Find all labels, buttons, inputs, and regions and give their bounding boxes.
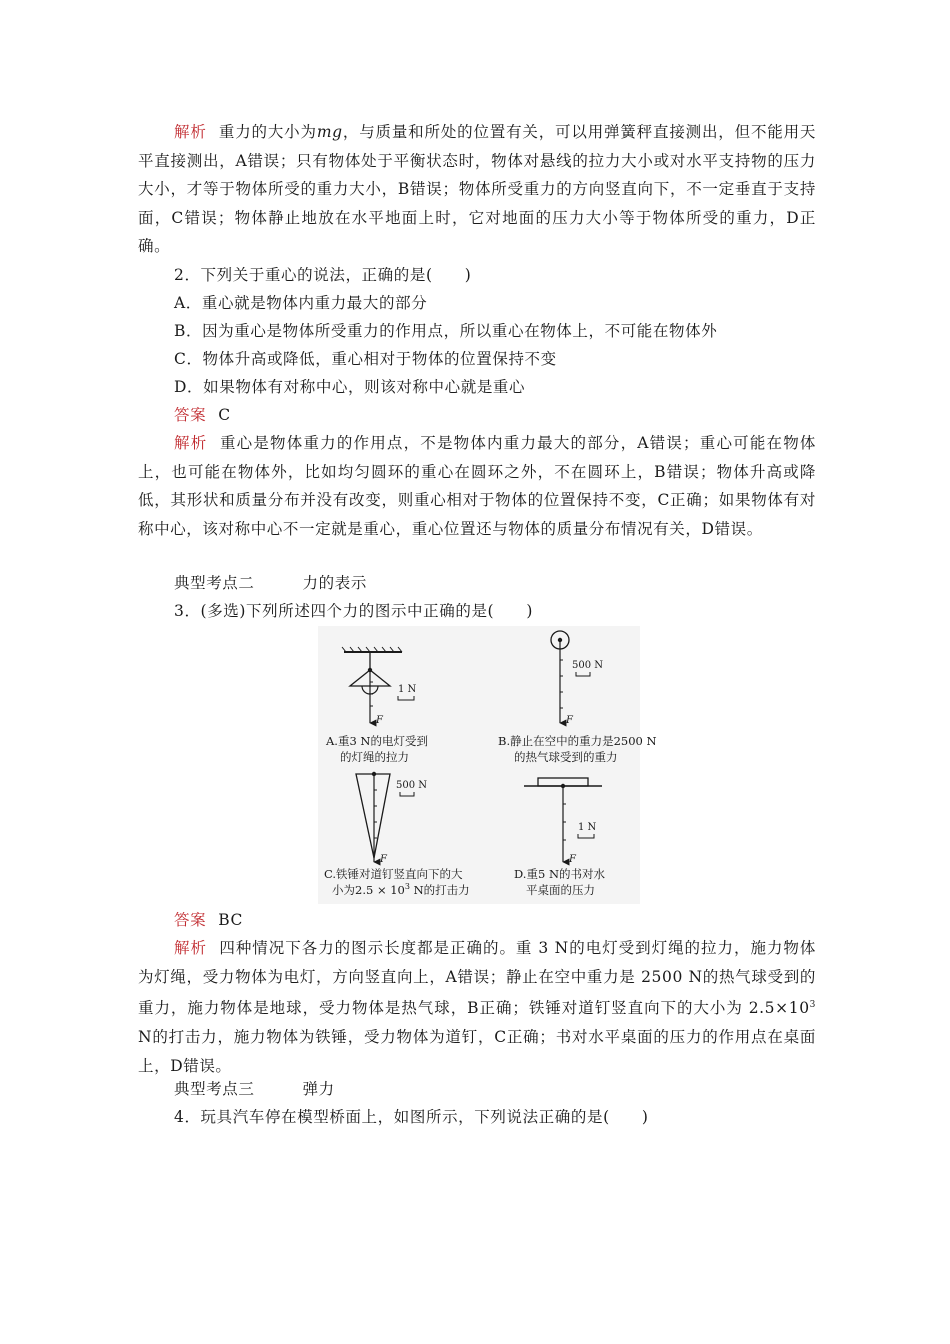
q2-analysis [138, 429, 816, 543]
q1-analysis-text-2: ，与质量和所处的位置有关，可以用弹簧秤直接测出，但不能用天平直接测出，A错误；只有物体处于平衡状态时，物体对悬线的拉力大小或对水平支持物的压力大小，才等于物体所受的重力大小，B错误；物体所受重力的方向竖直向下，不一定垂直于支持面，C错误；物体静止地放在水平地面上时，它对地面的压力大小等于物体所受的重力，D正确。 [138, 123, 817, 256]
caption-d-line2: 平桌面的压力 [526, 883, 595, 897]
force-label-a: F [376, 715, 383, 726]
caption-b-line1: B.静止在空中的重力是2500 N [498, 734, 657, 748]
q2-option-a: A．重心就是物体内重力最大的部分 [174, 294, 428, 312]
q2-answer-value: C [218, 406, 231, 424]
section-label: 典型考点二 [174, 574, 255, 592]
q2-stem: 2．下列关于重心的说法，正确的是( ) [174, 266, 472, 284]
section-heading-3 [174, 1075, 824, 1104]
analysis-label: 解析 [174, 939, 207, 957]
spike-shape [356, 774, 390, 858]
section-label: 典型考点三 [174, 1080, 255, 1098]
q1-analysis-text-1: 重力的大小为 [218, 123, 317, 141]
force-label-b: F [566, 715, 573, 726]
caption-a-line1: A.重3 N的电灯受到 [326, 734, 428, 748]
scale-label-b: 500 N [572, 660, 604, 671]
analysis-label: 解析 [174, 123, 207, 141]
caption-c-line2: 小为$2.5 \times 10^3$ N的打击力 [332, 882, 470, 897]
q3-analysis-text-2: N的打击力，施力物体为铁锤，受力物体为道钉，C正确；书对水平桌面的压力的作用点在桌面上，D错误。 [138, 1027, 816, 1075]
caption-b-line2: 的热气球受到的重力 [514, 750, 618, 764]
analysis-label: 解析 [174, 434, 208, 452]
q1-analysis [138, 118, 816, 261]
force-diagram-svg [318, 626, 657, 904]
section-title: 弹力 [302, 1080, 335, 1098]
q3-analysis [138, 934, 816, 1080]
q2-analysis-text: 重心是物体重力的作用点，不是物体内重力最大的部分，A错误；重心可能在物体上，也可能在物体外，比如均匀圆环的重心在圆环之外，不在圆环上，B错误；物体升高或降低，其形状和质量分布并没有改变，则重心相对于物体的位置保持不变，C正确；如果物体有对称中心，该对称中心不一定就是重心，重心位置还与物体的质量分布情况有关，D错误。 [138, 434, 817, 538]
q2-option-c: C．物体升高或降低，重心相对于物体的位置保持不变 [174, 350, 557, 368]
panel-d-book [514, 778, 606, 897]
scale-bar-a [398, 696, 414, 700]
q3-answer [174, 906, 824, 935]
force-diagram-figure [318, 626, 657, 904]
scale-bar-b [576, 672, 590, 676]
q3-stem: 3．(多选)下列所述四个力的图示中正确的是( ) [174, 602, 534, 620]
panel-b-balloon [498, 631, 657, 764]
q2-option-d: D．如果物体有对称中心，则该对称中心就是重心 [174, 378, 526, 396]
mg-symbol: mg [316, 123, 343, 141]
q2-answer [174, 401, 824, 430]
q2-option-b: B．因为重心是物体所受重力的作用点，所以重心在物体上，不可能在物体外 [174, 322, 718, 340]
scale-bar-c [400, 792, 414, 796]
q4-stem: 4．玩具汽车停在模型桥面上，如图所示，下列说法正确的是( ) [174, 1108, 649, 1126]
q3-analysis-text-1: 四种情况下各力的图示长度都是正确的。重 3 N的电灯受到灯绳的拉力，施力物体为灯绳，受力物体为电灯，方向竖直向上，A错误；静止在空中重力是 2500 N的热气球受到的重力，施力物体是地球，受力物体是热气球，B正确；铁锤对道钉竖直向下的大小为 2.5×10 [138, 939, 816, 1018]
section-title: 力的表示 [302, 574, 367, 592]
panel-a-lamp [325, 647, 428, 764]
force-label-d: F [569, 854, 576, 865]
force-label-c: F [380, 854, 387, 865]
scale-label-d: 1 N [578, 822, 597, 833]
caption-a-line2: 的灯绳的拉力 [340, 750, 409, 764]
answer-label: 答案 [174, 406, 207, 424]
section-heading-2 [174, 569, 824, 598]
exponent: 3 [809, 1000, 816, 1011]
q3-answer-value: BC [218, 911, 243, 929]
scale-bar-d [578, 834, 594, 838]
answer-label: 答案 [174, 911, 207, 929]
panel-c-spike [324, 772, 470, 897]
caption-d-line1: D.重5 N的书对水 [514, 867, 605, 881]
scale-label-c: 500 N [396, 780, 428, 791]
scale-label-a: 1 N [398, 684, 417, 695]
caption-c-line1: C.铁锤对道钉竖直向下的大 [324, 867, 463, 881]
